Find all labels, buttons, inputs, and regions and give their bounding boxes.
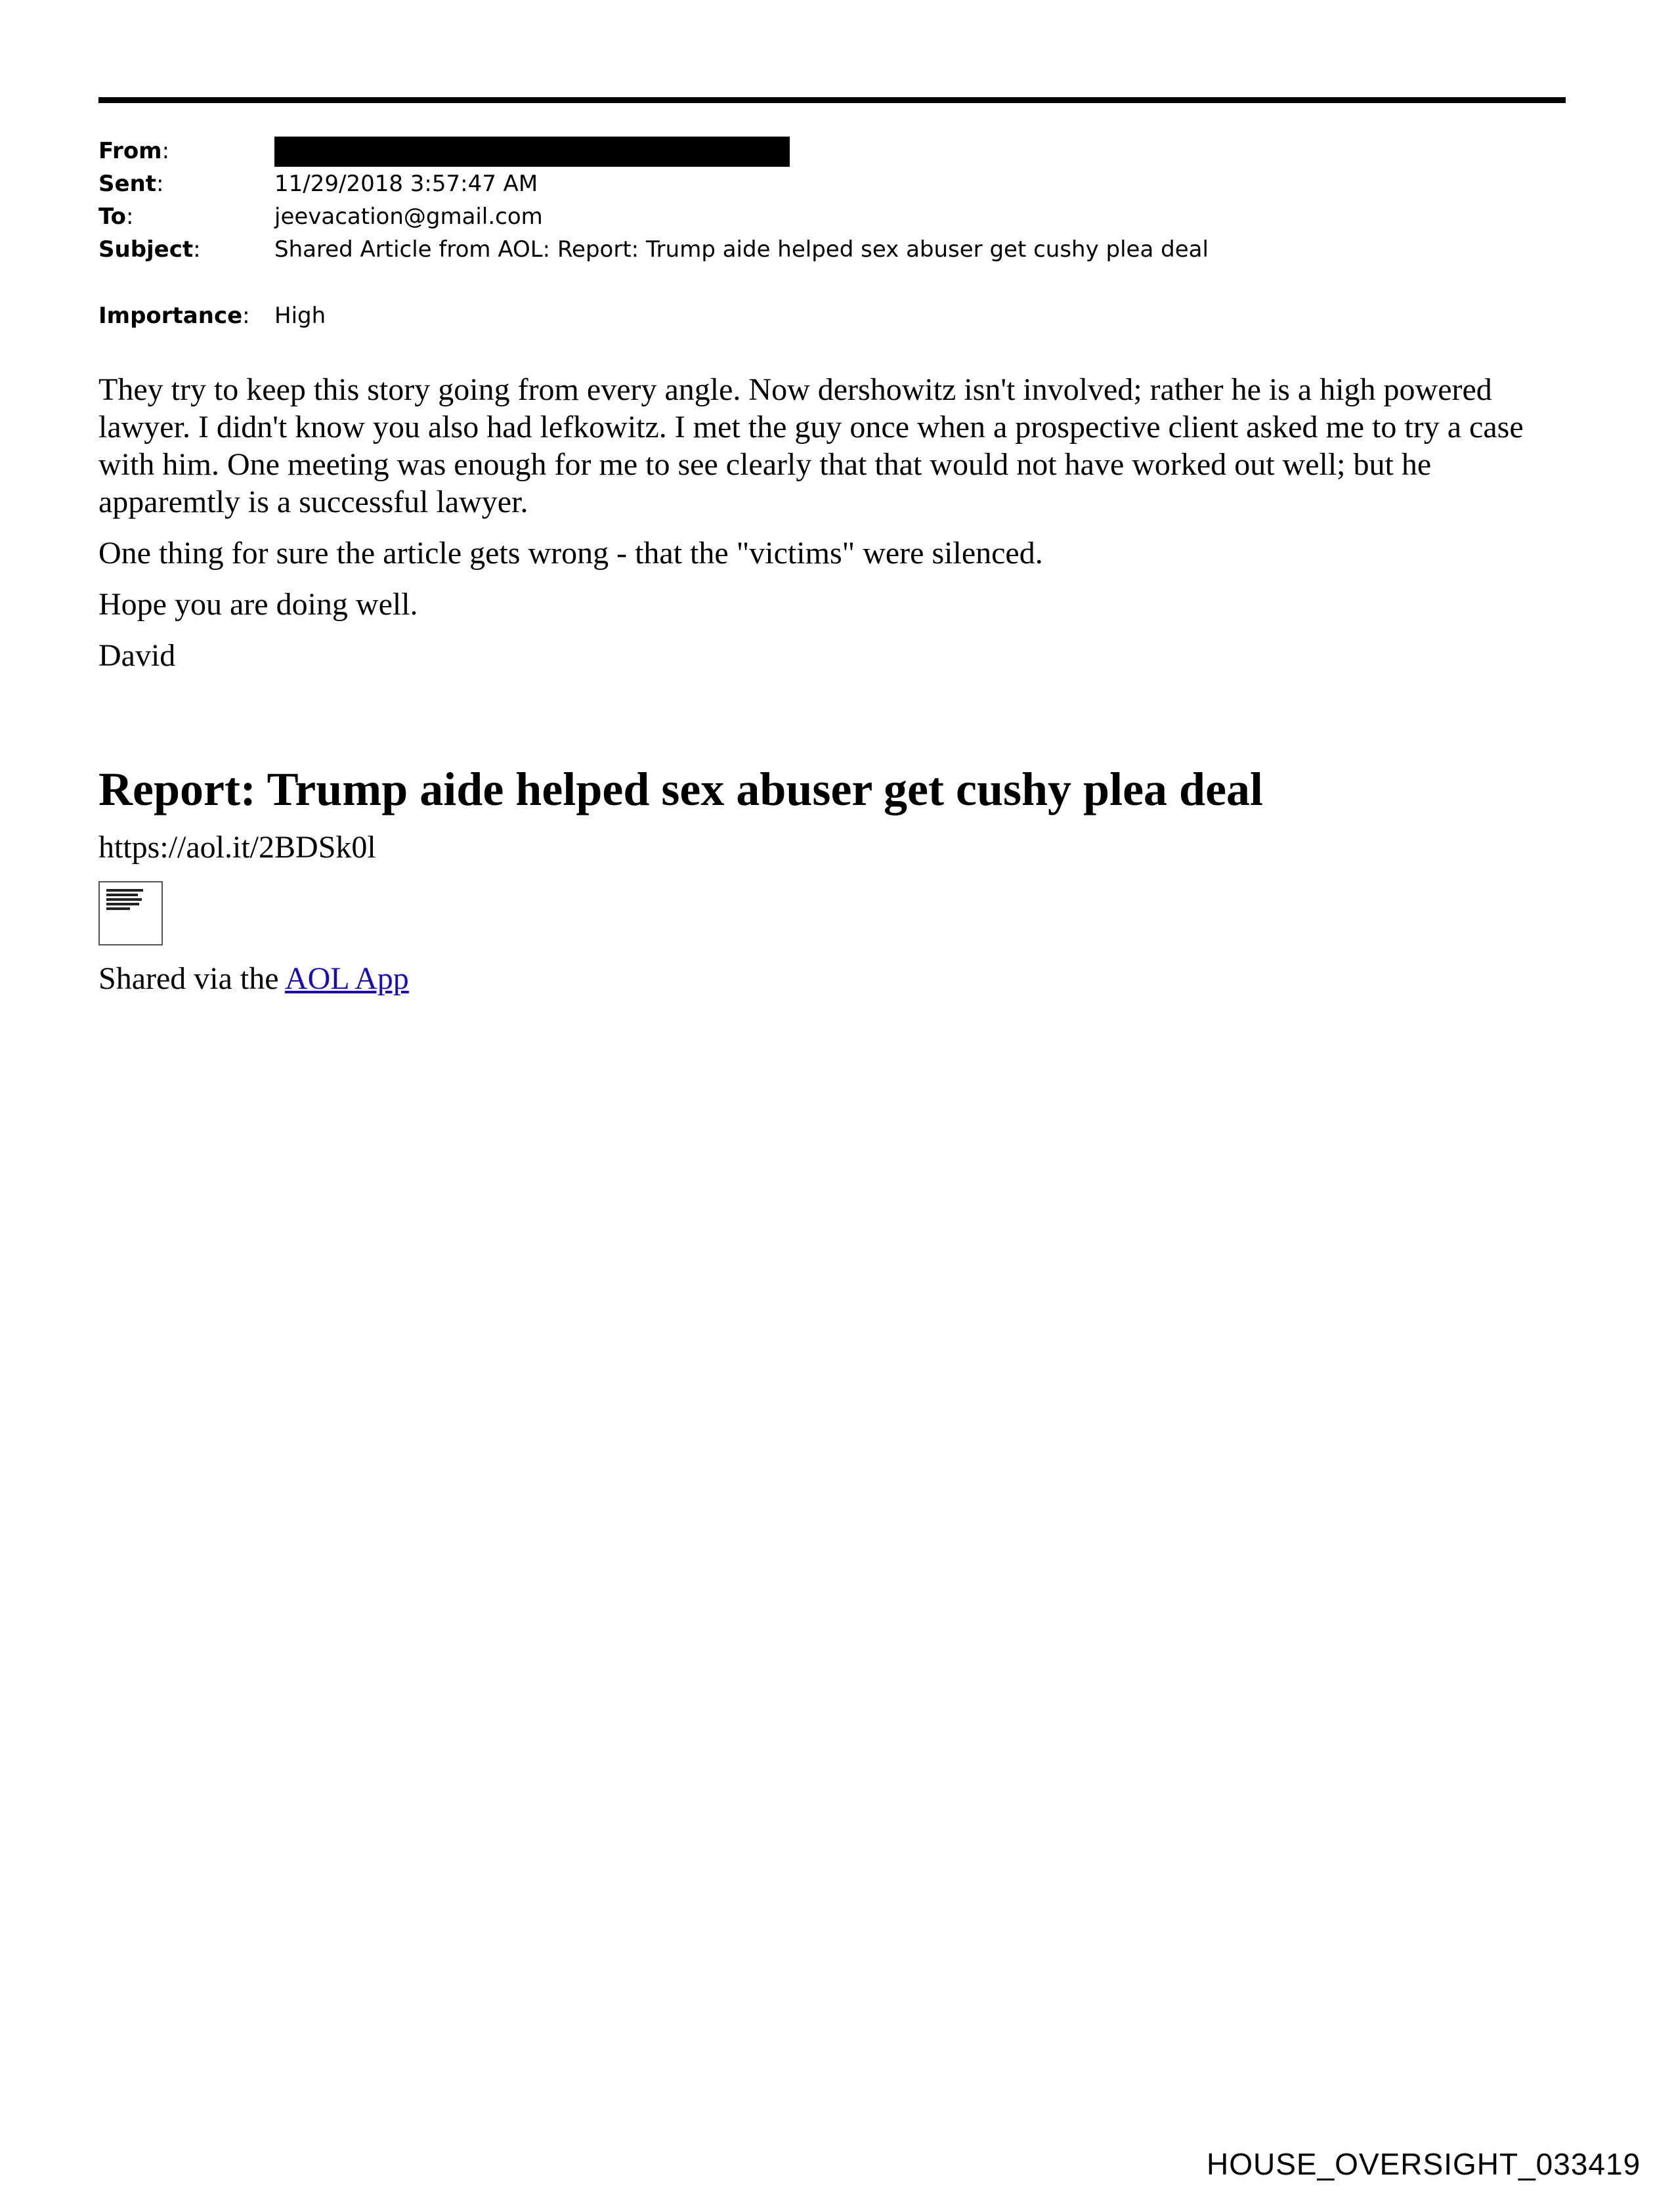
signature: David [98,638,176,673]
redaction-block [274,137,790,167]
aol-app-link[interactable]: AOL App [284,961,409,996]
sent-value: 11/29/2018 3:57:47 AM [274,171,538,197]
article-thumbnail[interactable] [98,881,163,945]
shared-via-line [98,960,409,997]
body-paragraph-2: One thing for sure the article gets wrong - that the "victims" were silenced. [98,536,1043,571]
article-url[interactable]: https://aol.it/2BDSk0l [98,830,376,865]
sent-label: Sent [98,171,157,197]
body-paragraph-3: Hope you are doing well. [98,587,418,622]
body-paragraph-1: They try to keep this story going from every angle. Now dershowitz isn't involved; rather he is a high powered lawyer. I didn't know you also had lefkowitz. I met the guy once when a prospective client asked me to try a case with him. One meeting was enough for me to see clearly that that would not have worked out well; but he apparemtly is a successful lawyer. [98,372,1524,519]
to-label: To [98,204,127,230]
subject-value: Shared Article from AOL: Report: Trump aide helped sex abuser get cushy plea deal [274,236,1209,263]
bates-number: HOUSE_OVERSIGHT_033419 [1207,2147,1641,2181]
shared-via-prefix: Shared via the [98,961,285,996]
article-title: Report: Trump aide helped sex abuser get cushy plea deal [98,763,1264,815]
subject-label: Subject [98,236,194,263]
top-rule [98,97,1566,103]
thumbnail-text-lines [106,889,143,912]
to-value: jeevacation@gmail.com [274,204,543,230]
from-label: From [98,138,162,164]
importance-value: High [274,303,326,329]
importance-label: Importance [98,303,243,329]
